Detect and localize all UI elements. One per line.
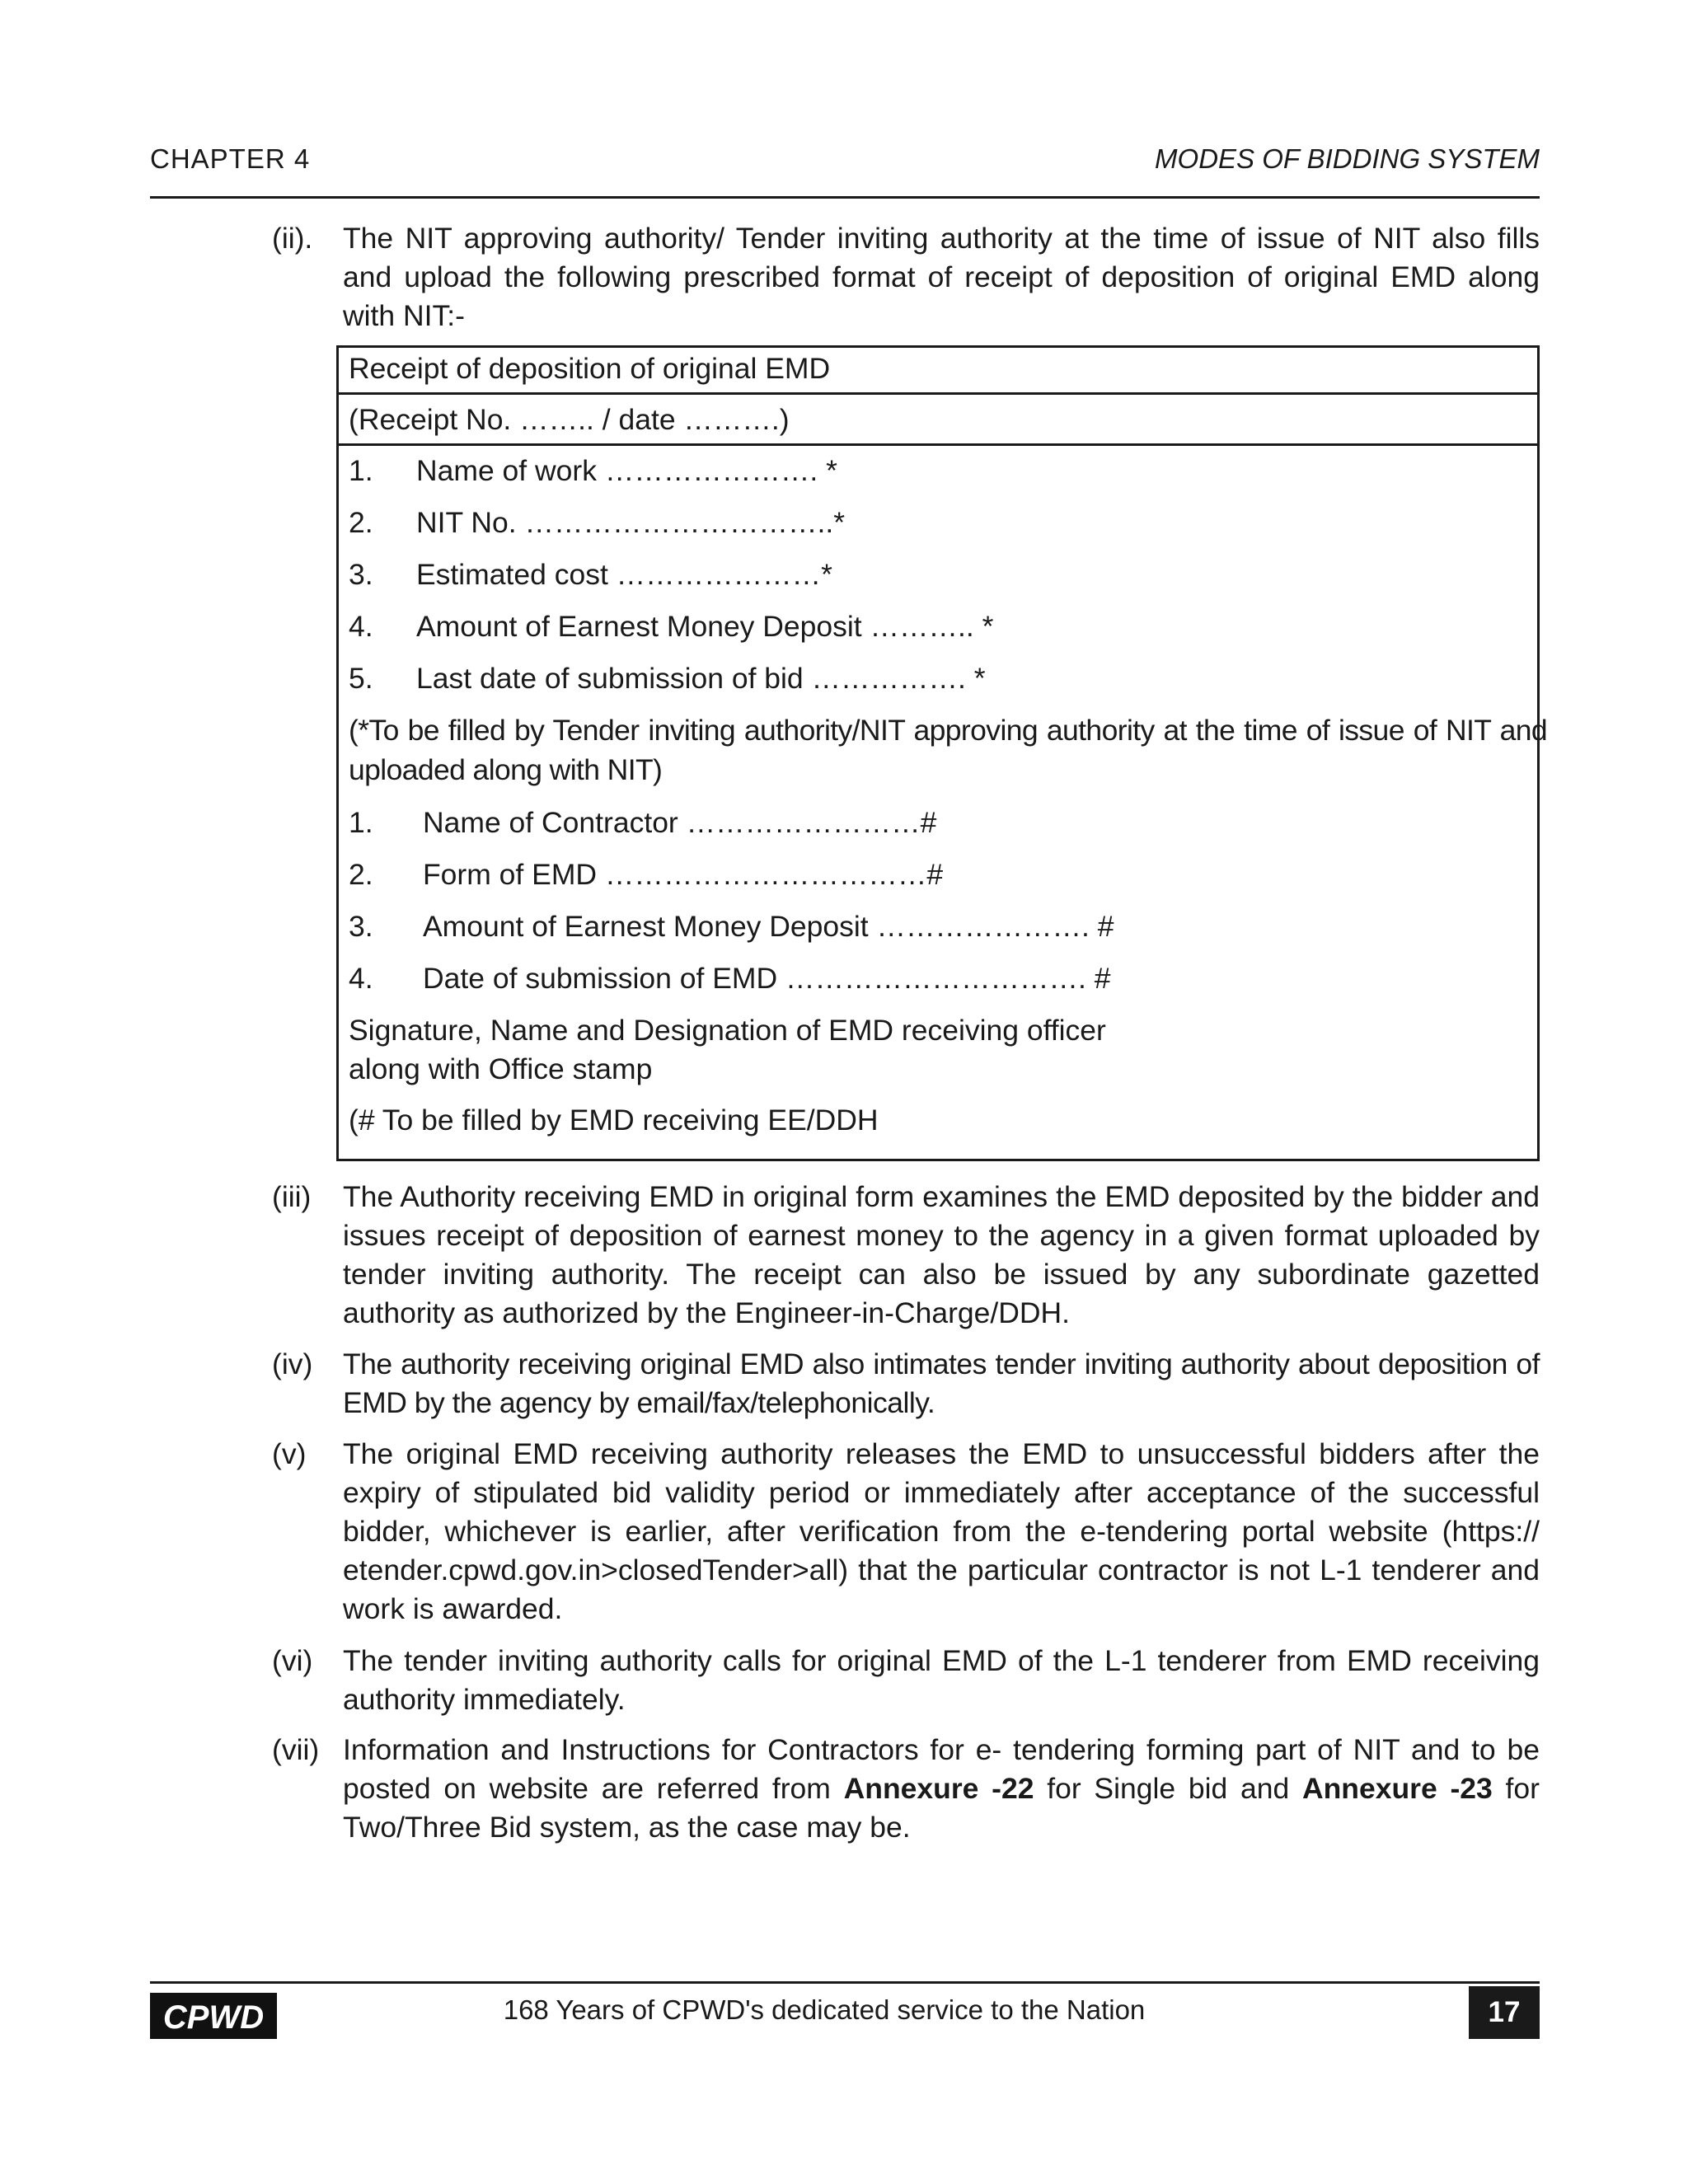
item-vii-text-b: for Single bid and — [1034, 1772, 1302, 1805]
field-label: Last date of submission of bid ……………. * — [416, 662, 986, 695]
field-number: 2. — [349, 858, 373, 891]
section-title: MODES OF BIDDING SYSTEM — [1155, 143, 1540, 174]
receipt-number-line: (Receipt No. …….. / date ……….) — [349, 403, 790, 436]
signature-line: Signature, Name and Designation of EMD receiving officer — [349, 1014, 1106, 1047]
emd-receipt-form — [336, 345, 1547, 1161]
item-iv-marker: (iv) — [272, 1347, 313, 1380]
form-divider — [339, 443, 1537, 446]
tender-field — [349, 452, 837, 490]
field-number: 4. — [349, 962, 373, 995]
tender-note: (*To be filled by Tender inviting authority/NIT approving authority at the time of issue of NIT and uploaded along with NIT) — [349, 714, 1547, 786]
item-ii-marker: (ii). — [272, 222, 313, 255]
tender-field — [349, 504, 845, 542]
field-number: 2. — [349, 506, 373, 539]
page-header — [150, 143, 1540, 201]
annexure-22-ref: Annexure -22 — [843, 1772, 1034, 1805]
field-label: Amount of Earnest Money Deposit …………………. # — [423, 910, 1114, 943]
item-iv-text: The authority receiving original EMD also intimates tender inviting authority about deposition of EMD by the agency by email/fax/telephonically. — [343, 1347, 1540, 1419]
form-title: Receipt of deposition of original EMD — [349, 352, 831, 385]
field-label: Name of work …………………. * — [416, 454, 837, 487]
item-iii-marker: (iii) — [272, 1180, 312, 1213]
tender-field — [349, 659, 986, 698]
item-vii-text-c: for Two/Three Bid system, as the case may be. — [343, 1772, 1540, 1844]
receiver-field — [349, 804, 936, 842]
footer-tagline: 168 Years of CPWD's dedicated service to the Nation — [503, 1994, 1146, 2025]
field-number: 3. — [349, 910, 373, 943]
field-number: 1. — [349, 806, 373, 839]
receiver-note: (# To be filled by EMD receiving EE/DDH — [349, 1104, 879, 1137]
item-vi-marker: (vi) — [272, 1644, 313, 1677]
receiver-field — [349, 907, 1114, 946]
item-ii-text: The NIT approving authority/ Tender inviting authority at the time of issue of NIT also fills and upload the following prescribed format of receipt of deposition of original EMD along with NIT:- — [343, 222, 1540, 332]
receiver-field — [349, 855, 943, 894]
field-label: Form of EMD ……………………………# — [423, 858, 944, 891]
annexure-23-ref: Annexure -23 — [1301, 1772, 1493, 1805]
tender-field — [349, 555, 832, 594]
item-vii-text-a: Information and Instructions for Contractors for e- tendering forming part of NIT and to be posted on website are referred from — [343, 1733, 1540, 1805]
page-number: 17 — [1469, 1986, 1540, 2039]
field-number: 5. — [349, 662, 373, 695]
field-number: 3. — [349, 558, 373, 591]
field-label: Amount of Earnest Money Deposit ……….. * — [416, 610, 994, 643]
field-label: NIT No. …………………………..* — [416, 506, 846, 539]
chapter-label: CHAPTER 4 — [150, 143, 311, 174]
form-divider — [339, 392, 1537, 395]
field-label: Name of Contractor ……………………# — [423, 806, 937, 839]
field-number: 4. — [349, 610, 373, 643]
receiver-field — [349, 959, 1110, 998]
item-v-marker: (v) — [272, 1437, 307, 1470]
item-v-text: The original EMD receiving authority releases the EMD to unsuccessful bidders after the expiry of stipulated bid validity period or immediately after acceptance of the successful bidder, whichever is earlier, after verification from the e-tendering portal website (https:// etender.cpwd.gov.in>closedTender>all) that the particular contractor is not L-1 tenderer and work is awarded. — [343, 1437, 1540, 1625]
cpwd-logo — [150, 1993, 277, 2039]
item-vii-marker: (vii) — [272, 1733, 320, 1766]
logo-text: CPWD — [162, 1999, 265, 2036]
item-iii-text: The Authority receiving EMD in original form examines the EMD deposited by the bidder and issues receipt of deposition of earnest money to the agency in a given format uploaded by tender inviting authority. The receipt can also be issued by any subordinate gazetted authority as authorized by the Engineer-in-Charge/DDH. — [343, 1180, 1540, 1329]
item-vii-text — [343, 1731, 1540, 1847]
footer-divider — [150, 1981, 1540, 1984]
field-label: Estimated cost …………………* — [416, 558, 832, 591]
field-number: 1. — [349, 454, 373, 487]
cpwd-logo-icon — [150, 1993, 277, 2039]
item-vi-text: The tender inviting authority calls for original EMD of the L-1 tenderer from EMD receiving authority immediately. — [343, 1644, 1540, 1716]
header-divider — [150, 196, 1540, 199]
office-stamp-line: along with Office stamp — [349, 1052, 653, 1085]
tender-field — [349, 607, 993, 646]
field-label: Date of submission of EMD …………………………. # — [423, 962, 1111, 995]
